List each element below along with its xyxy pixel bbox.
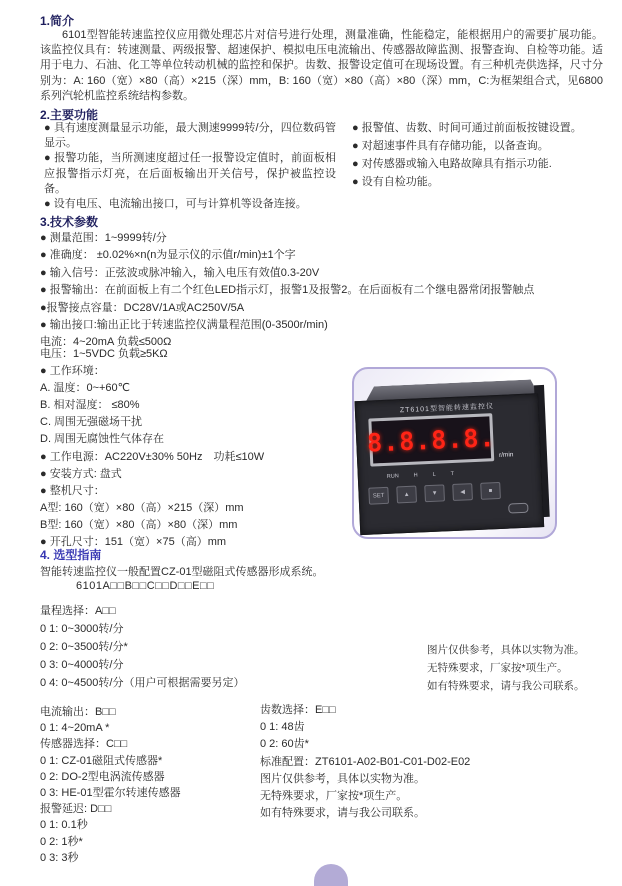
option-item: 0 1: 48齿 <box>260 721 305 734</box>
option-item: 0 2: 1秒* <box>40 835 83 848</box>
panel-button: ▲ <box>396 486 417 504</box>
spec-item: ● 安装方式: 盘式 <box>40 467 122 480</box>
spec-item: ● 准确度： ±0.02%×n(n为显示仪的示值r/min)±1个字 <box>40 249 296 262</box>
spec-item: B型: 160（宽）×80（高）×80（深）mm <box>40 518 238 531</box>
spec-item: ● 工作环境： <box>40 365 105 378</box>
option-item: 0 2: DO-2型电涡流传感器 <box>40 770 165 783</box>
brand-badge <box>508 503 528 514</box>
option-item: 图片仅供参考，具体以实物为准。 <box>260 772 425 785</box>
model-code-line: 6101A□□B□□C□□D□□E□□ <box>76 580 215 592</box>
spec-item: B. 相对湿度： ≤80% <box>40 399 140 412</box>
indicator-label: H <box>413 472 418 479</box>
section-4-heading: 4. 选型指南 <box>40 548 102 562</box>
indicator-label: RUN <box>386 473 399 480</box>
intro-paragraph: 6101型智能转速监控仪应用微处理芯片对信号进行处理，测量准确，性能稳定，能根据用户的需要扩展功能。该监控仪具有：转速测量、两级报警、超速保护、模拟电压电流输出、传感器故障监测、报警查询、自检等功能。适用于电力、石油、化工等单位转动机械的监控和保护。齿数、报警设定值可在现场设置。有三种机壳供选择，尺寸分别为：A: 160（宽）×80（高）×215（深）mm，B: 160（宽）×80（高）×80（深）mm，C:为框架组合式，见6800系列汽轮机监控系统结构参数。 <box>40 29 603 102</box>
option-item: 齿数选择：E□□ <box>260 704 336 716</box>
photo-disclaimer-note <box>427 641 622 696</box>
device-model-label: ZT6101型智能转速监控仪 <box>399 403 495 415</box>
spec-item: ● 输出接口:输出正比于转速监控仪满量程范围(0-3500r/min) <box>40 319 328 332</box>
spec-item: ●报警接点容量：DC28V/1A或AC250V/5A <box>40 301 245 314</box>
speed-monitor-device <box>354 379 550 533</box>
option-item: 0 4: 0~4500转/分（用户可根据需要另定） <box>40 677 245 689</box>
option-item: 量程选择：A□□ <box>40 605 116 617</box>
section-2-heading: 2.主要功能 <box>40 108 99 122</box>
feature-item: ● 报警值、齿数、时间可通过前面板按键设置。 <box>352 122 582 134</box>
spec-item: A型: 160（宽）×80（高）×215（深）mm <box>40 501 244 514</box>
option-item: 0 1: 0~3000转/分 <box>40 623 124 635</box>
indicator-label: L <box>432 471 436 478</box>
feature-item: ● 具有速度测量显示功能，最大测速9999转/分，四位数码管显示。 <box>44 122 336 150</box>
device-photo-frame <box>352 367 557 539</box>
spec-item: ● 输入信号：正弦波或脉冲输入，输入电压有效值0.3-20V <box>40 266 320 279</box>
option-item: 如有特殊要求，请与我公司联系。 <box>260 807 425 820</box>
option-item: 0 3: 3秒 <box>40 851 79 864</box>
spec-item: ● 报警输出：在前面板上有二个红色LED指示灯，报警1及报警2。在后面板有二个继电器常闭报警触点 <box>40 284 535 297</box>
option-item: 0 3: 0~4000转/分 <box>40 659 124 671</box>
feature-item: ● 对传感器或输入电路故障具有指示功能. <box>352 158 552 170</box>
panel-button: ◀ <box>452 483 473 501</box>
option-item: 报警延迟: D□□ <box>40 803 112 816</box>
option-item: 0 1: 0.1秒 <box>40 819 88 832</box>
spec-item: A. 温度：0~+60℃ <box>40 382 131 395</box>
option-item: 0 1: 4~20mA * <box>40 722 110 735</box>
led-display <box>366 416 497 463</box>
specs-list-beside-photo <box>40 346 348 551</box>
option-item: 传感器选择：C□□ <box>40 738 128 751</box>
option-item: 0 2: 60齿* <box>260 738 309 751</box>
spec-item: ● 测量范围：1~9999转/分 <box>40 232 167 244</box>
option-item: 0 3: HE-01型霍尔转速传感器 <box>40 787 181 800</box>
panel-buttons <box>368 482 501 505</box>
panel-button: SET <box>368 487 389 505</box>
option-item: 0 2: 0~3500转/分* <box>40 641 128 653</box>
feature-item: ● 设有自检功能。 <box>352 176 439 188</box>
selection-right-column <box>260 702 610 822</box>
option-item: 无特殊要求，厂家按*项生产。 <box>260 790 408 803</box>
note-line: 如有特殊要求，请与我公司联系。 <box>427 680 585 693</box>
feature-item: ● 报警功能，当所测速度超过任一报警设定值时，前面板相应报警指示灯亮，在后面板输出开关信号，保护被监控设备。 <box>44 152 336 195</box>
option-item: 0 1: CZ-01磁阻式传感器* <box>40 754 163 767</box>
panel-button: ■ <box>480 482 501 500</box>
range-options-block <box>40 602 370 692</box>
feature-item: ● 设有电压、电流输出接口，可与计算机等设备连接。 <box>44 198 307 211</box>
device-front-panel <box>355 393 545 535</box>
led-display-frame <box>366 413 497 466</box>
note-line: 图片仅供参考，具体以实物为准。 <box>427 644 585 656</box>
selection-intro: 智能转速监控仪一般配置CZ-01型磁阻式传感器形成系统。 <box>40 566 324 578</box>
panel-button: ▼ <box>424 484 445 502</box>
option-item: 标准配置：ZT6101-A02-B01-C01-D02-E02 <box>260 755 471 768</box>
spec-item: 电流：4~20mA 负载≤500Ω <box>40 336 172 349</box>
seven-segment-digits: 8.8.8.8. <box>366 422 497 458</box>
section-3-heading: 3.技术参数 <box>40 215 99 229</box>
feature-item: ● 对超速事件具有存储功能，以备查询。 <box>352 140 549 152</box>
page-number-bubble <box>314 864 348 886</box>
spec-item: D. 周围无腐蚀性气体存在 <box>40 433 165 446</box>
note-line: 无特殊要求，厂家按*项生产。 <box>427 662 568 675</box>
features-right-column <box>352 121 614 193</box>
specs-list-full-width <box>40 230 608 352</box>
indicator-labels <box>387 471 455 480</box>
unit-label: r/min <box>498 451 514 459</box>
indicator-label: T <box>450 470 455 478</box>
spec-item: 电压：1~5VDC 负载≥5KΩ <box>40 348 168 360</box>
selection-left-column <box>40 704 255 866</box>
option-item: 电流输出：B□□ <box>40 706 116 718</box>
spec-item: C. 周围无强磁场干扰 <box>40 416 143 429</box>
spec-item: ● 开孔尺寸：151（宽）×75（高）mm <box>40 536 227 549</box>
spec-item: ● 工作电源：AC220V±30% 50Hz 功耗≤10W <box>40 450 265 463</box>
features-left-column <box>44 121 336 212</box>
section-1-heading: 1.简介 <box>40 14 75 28</box>
spec-item: ● 整机尺寸： <box>40 484 105 497</box>
